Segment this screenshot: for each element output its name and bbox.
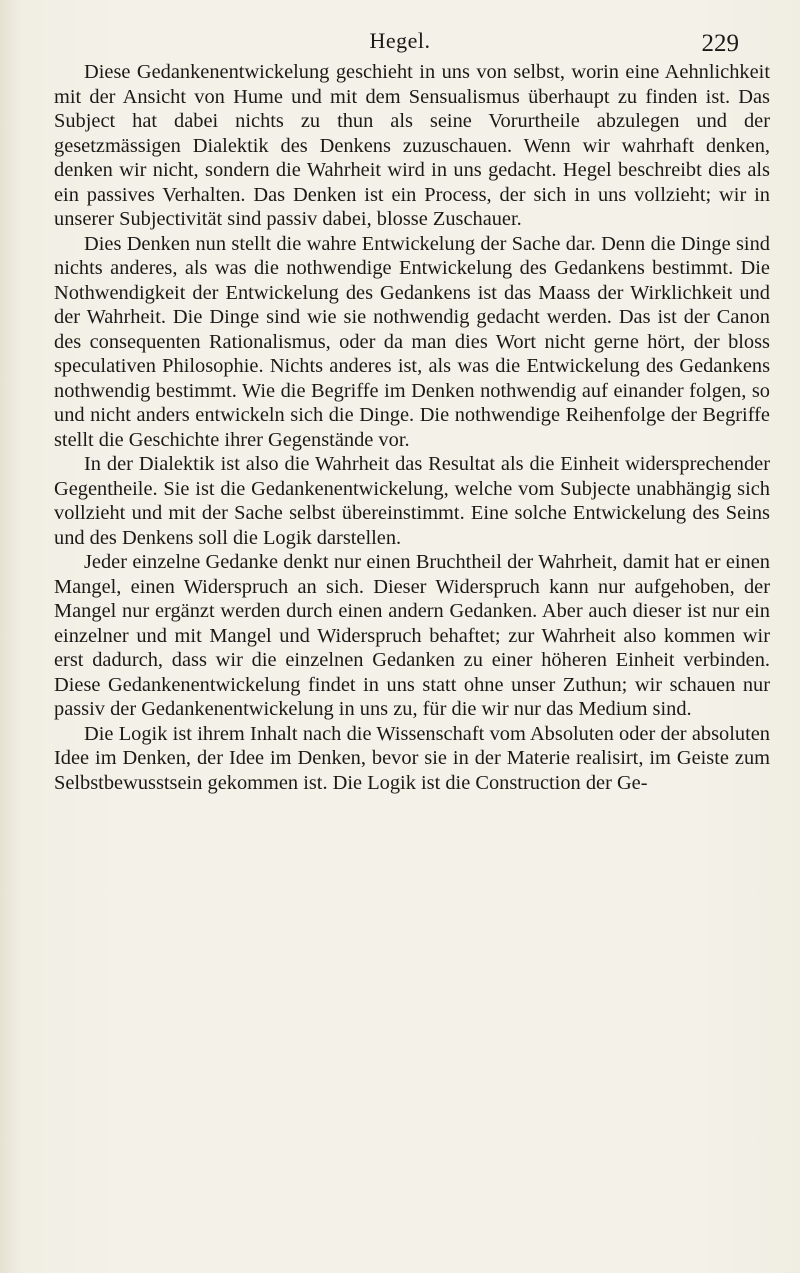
running-title: Hegel.: [369, 28, 431, 53]
paragraph: Diese Gedankenentwickelung geschieht in uns von selbst, worin eine Aehnlichkeit mit der Ansicht von Hume und mit dem Sensualismus überhaupt zu finden ist. Das Subject hat dabei nichts zu thun als seine Vorurtheile abzulegen und der gesetzmässigen Dialektik des Denkens zuzuschauen. Wenn wir wahrhaft denken, denken wir nicht, sondern die Wahrheit wird in uns gedacht. Hegel beschreibt dies als ein passives Verhalten. Das Denken ist ein Process, der sich in uns vollzieht; wir in unserer Subjectivität sind passiv dabei, blosse Zuschauer.: [54, 61, 770, 230]
paragraph: Die Logik ist ihrem Inhalt nach die Wissenschaft vom Absoluten oder der absoluten Idee im Denken, der Idee im Denken, bevor sie in der Materie realisirt, im Geiste zum Selbstbewusstsein gekommen ist. Die Logik ist die Construction der Ge-: [54, 722, 770, 794]
paragraph: Jeder einzelne Gedanke denkt nur einen Bruchtheil der Wahrheit, damit hat er einen Mangel, einen Widerspruch an sich. Dieser Widerspruch kann nur aufgehoben, der Mangel nur ergänzt werden durch einen andern Gedanken. Aber auch dieser ist nur ein einzelner und mit Mangel und Widerspruch behaftet; zur Wahrheit also kommen wir erst dadurch, dass wir die einzelnen Gedanken zu einer höheren Einheit verbinden. Diese Gedankenentwickelung findet in uns statt ohne unser Zuthun; wir schauen nur passiv der Gedankenentwickelung in uns zu, für die wir nur das Medium sind.: [54, 551, 770, 720]
body-text: [54, 60, 770, 795]
paragraph: In der Dialektik ist also die Wahrheit das Resultat als die Einheit widersprechender Gegentheile. Sie ist die Gedankenentwickelung, welche vom Subjecte unabhängig sich vollzieht und mit der Sache selbst übereinstimmt. Eine solche Entwickelung des Seins und des Denkens soll die Logik darstellen.: [54, 453, 770, 549]
page-header: [0, 28, 800, 58]
paragraph: Dies Denken nun stellt die wahre Entwickelung der Sache dar. Denn die Dinge sind nichts anderes, als was die nothwendige Entwickelung des Gedankens bestimmt. Die Nothwendigkeit der Entwickelung des Gedankens ist das Maass der Wirklichkeit und der Wahrheit. Die Dinge sind wie sie nothwendig gedacht werden. Das ist der Canon des consequenten Rationalismus, oder da man dies Wort nicht gerne hört, der bloss speculativen Philosophie. Nichts anderes ist, als was die Entwickelung des Gedankens nothwendig bestimmt. Wie die Begriffe im Denken nothwendig auf einander folgen, so und nicht anders entwickeln sich die Dinge. Die nothwendige Reihenfolge der Begriffe stellt die Geschichte ihrer Gegenstände vor.: [54, 232, 770, 451]
page-number: 229: [701, 30, 739, 57]
